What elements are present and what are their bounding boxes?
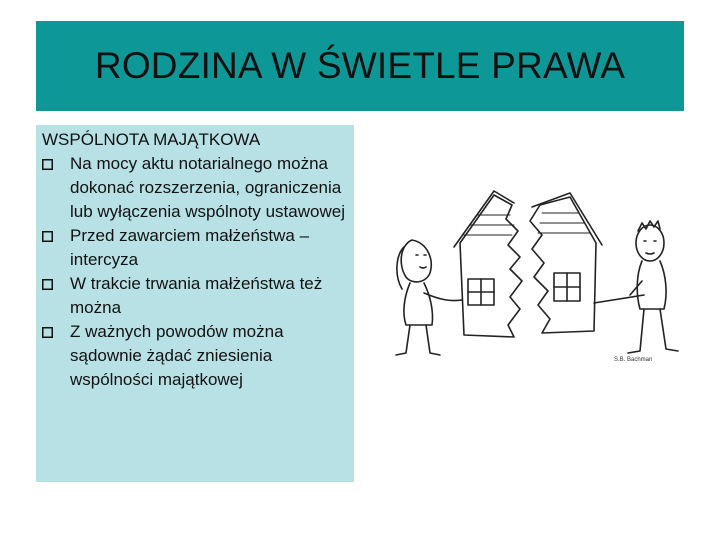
list-item bbox=[42, 152, 348, 224]
bullet-text: Przed zawarciem małżeństwa – intercyza bbox=[70, 226, 310, 269]
man-figure bbox=[628, 221, 678, 353]
bullet-text: Z ważnych powodów można sądownie żądać zniesienia wspólności majątkowej bbox=[70, 322, 284, 389]
bullet-text: W trakcie trwania małżeństwa też można bbox=[70, 274, 323, 317]
bullet-list bbox=[42, 152, 348, 392]
list-item bbox=[42, 224, 348, 272]
checkbox-square-icon bbox=[42, 327, 53, 338]
slide-title: RODZINA W ŚWIETLE PRAWA bbox=[94, 45, 626, 86]
bullet-text: Na mocy aktu notarialnego można dokonać rozszerzenia, ograniczenia lub wyłączenia wspólnoty ustawowej bbox=[70, 154, 345, 221]
split-house-cartoon bbox=[382, 185, 682, 370]
section-heading: WSPÓLNOTA MAJĄTKOWA bbox=[42, 130, 261, 149]
list-item bbox=[42, 320, 348, 392]
woman-figure bbox=[396, 240, 466, 355]
artist-signature: S.B. Bachman bbox=[614, 357, 653, 363]
list-item bbox=[42, 272, 348, 320]
checkbox-square-icon bbox=[42, 159, 53, 170]
content-box bbox=[36, 125, 354, 482]
checkbox-square-icon bbox=[42, 231, 53, 242]
checkbox-square-icon bbox=[42, 279, 53, 290]
title-bar bbox=[36, 21, 684, 111]
left-house-half bbox=[454, 191, 522, 337]
